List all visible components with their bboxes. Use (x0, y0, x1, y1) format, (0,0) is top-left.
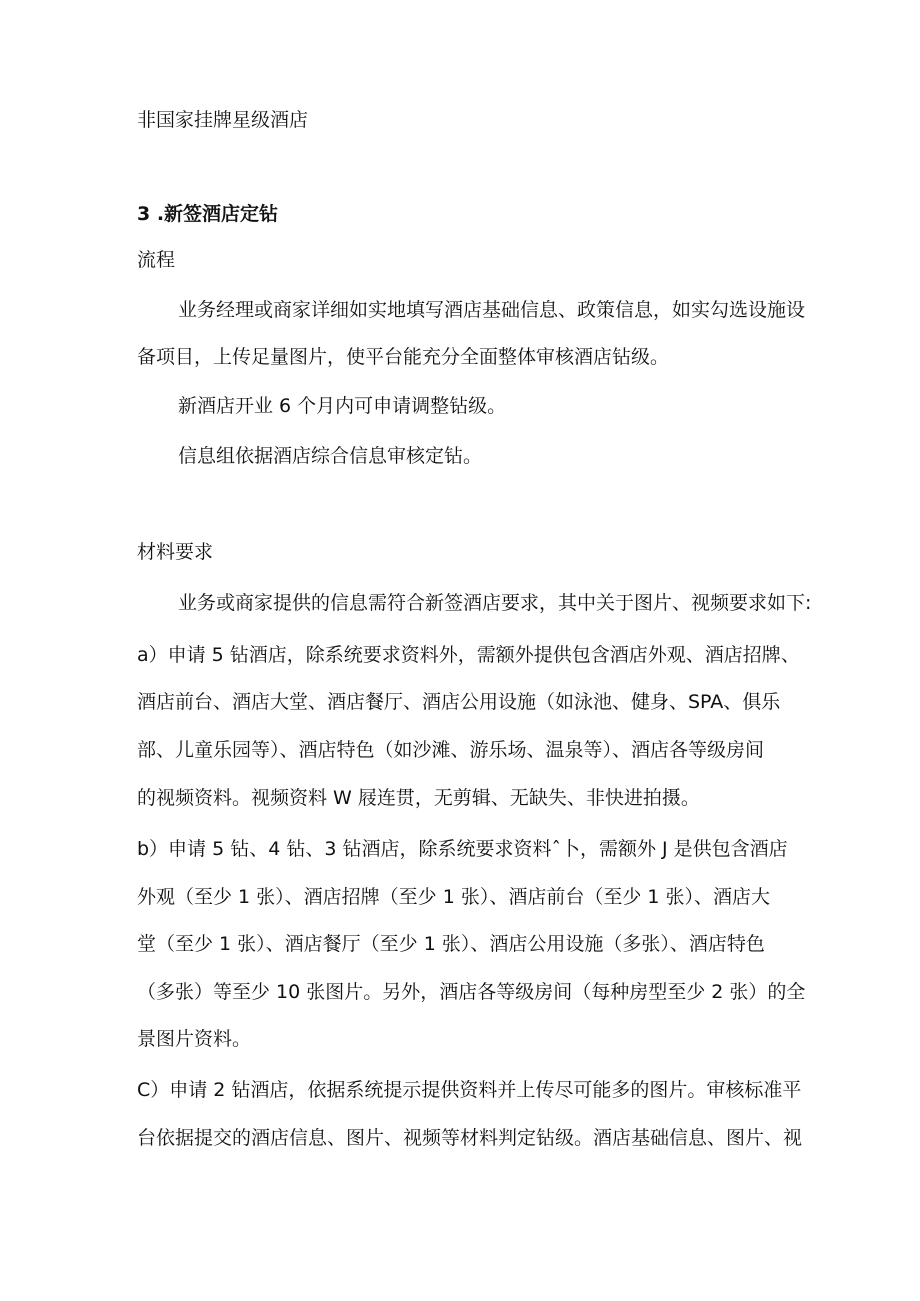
item-b-line: 景图片资料。 (137, 1028, 252, 1050)
item-b-line: 外观（至少 1 张）、酒店招牌（至少 1 张）、酒店前台（至少 1 张）、酒店大 (137, 886, 771, 908)
item-a-line: 酒店前台、酒店大堂、酒店餐厅、酒店公用设施（如泳池、健身、SPA、俱乐 (137, 691, 781, 713)
new-hotel-note: 新酒店开业 6 个月内可申请调整钻级。 (178, 395, 507, 417)
item-a-line: 的视频资料。视频资料 W 屐连贯，无剪辑、无缺失、非快进拍摄。 (137, 787, 700, 809)
top-line: 非国家挂牌星级酒店 (137, 109, 309, 131)
process-paragraph-line-1: 业务经理或商家详细如实地填写酒店基础信息、政策信息，如实勾选设施设 (178, 299, 806, 321)
item-b-line: b）申请 5 钻、4 钻、3 钻酒店，除系统要求资料ˆ卜，需额外 J 是供包含酒店 (137, 838, 788, 860)
item-b-line: （多张）等至少 10 张图片。另外，酒店各等级房间（每种房型至少 2 张）的全 (137, 981, 806, 1003)
item-a-line: 部、儿童乐园等）、酒店特色（如沙滩、游乐场、温泉等）、酒店各等级房间 (137, 739, 765, 761)
item-b-line: 堂（至少 1 张）、酒店餐厅（至少 1 张）、酒店公用设施（多张）、酒店特色 (137, 933, 765, 955)
item-c-line: C）申请 2 钻酒店，依据系统提示提供资料并上传尽可能多的图片。审核标准平 (137, 1079, 802, 1101)
materials-label: 材料要求 (137, 541, 214, 563)
materials-intro: 业务或商家提供的信息需符合新签酒店要求，其中关于图片、视频要求如下: (178, 592, 812, 614)
item-a-line: a）申请 5 钻酒店，除系统要求资料外，需额外提供包含酒店外观、酒店招牌、 (137, 644, 800, 666)
info-group-note: 信息组依据酒店综合信息审核定钻。 (178, 445, 483, 467)
process-paragraph-line-2: 备项目，上传足量图片，使平台能充分全面整体审核酒店钻级。 (137, 346, 670, 368)
section-heading: 3 .新签酒店定钻 (137, 203, 279, 225)
item-c-line: 台依据提交的酒店信息、图片、视频等材料判定钻级。酒店基础信息、图片、视 (137, 1127, 803, 1149)
process-label: 流程 (137, 249, 176, 271)
